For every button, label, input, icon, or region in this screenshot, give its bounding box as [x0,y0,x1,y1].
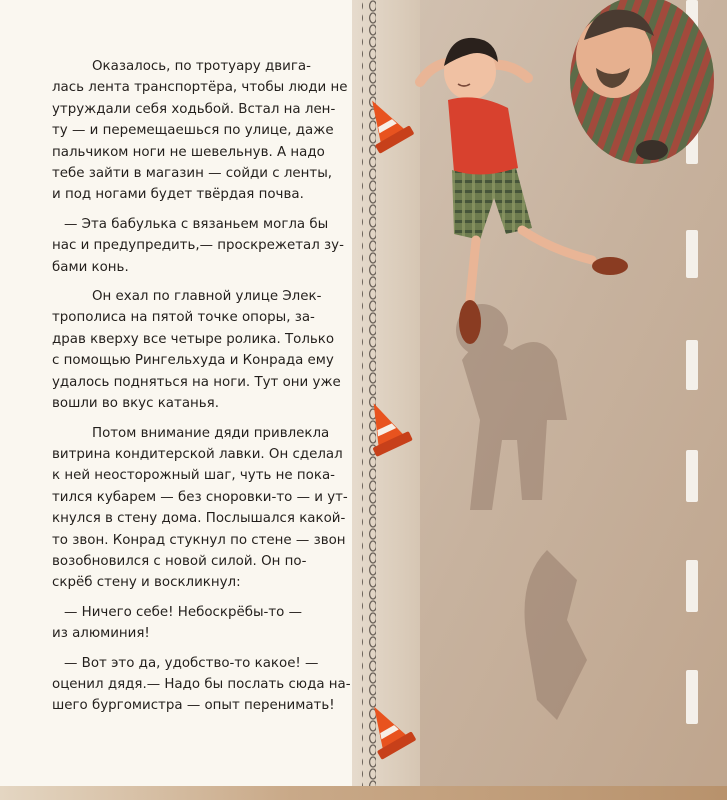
page-edge [0,786,727,800]
text-line: скрёб стену и воскликнул: [52,575,241,591]
text-line: к ней неосторожный шаг, чуть не пока- [52,468,335,484]
text-line: Потом внимание дяди привлекла [92,425,330,441]
text-line: тебе зайти в магазин — сойди с ленты, [52,166,333,182]
text-line: удалось подняться на ноги. Тут они уже [52,374,341,390]
text-line: утруждали себя ходьбой. Встал на лен- [52,101,336,117]
text-line: Оказалось, по тротуару двига- [92,59,311,74]
text-line: возобновился с новой силой. Он по- [52,553,307,569]
text-line: нас и предупредить,— проскрежетал зу- [52,238,344,254]
text-line: — Ничего себе! Небоскрёбы-то — [64,604,303,620]
text-line: лась лента транспортёра, чтобы люди не [52,80,348,96]
text-line: тился кубарем — без сноровки-то — и ут- [52,489,348,505]
text-line: Он ехал по главной улице Элек- [92,289,322,305]
story-text [52,56,352,717]
text-line: и под ногами будет твёрдая почва. [52,187,304,203]
belt-chain-icon [362,0,376,786]
text-line: из алюминия! [52,626,150,642]
text-line: оценил дядя.— Надо бы послать сюда на- [52,676,351,692]
text-line: с помощью Рингельхуда и Конрада ему [52,353,334,369]
text-line: бами конь. [52,259,129,275]
text-line: витрина кондитерской лавки. Он сделал [52,446,343,462]
street-illustration [352,0,727,800]
text-line: шего бургомистра — опыт перенимать! [52,698,335,714]
text-line: кнулся в стену дома. Послышался какой- [52,511,346,527]
text-line: трополиса на пятой точке опоры, за- [52,310,315,326]
man-figure-icon [570,0,714,164]
text-line: ту — и перемещаешься по улице, даже [52,123,334,139]
text-line: вошли во вкус катанья. [52,396,219,412]
text-line: драв кверху все четыре ролика. Только [52,331,335,347]
text-line: пальчиком ноги не шевельнув. А надо [52,144,325,160]
text-line: то звон. Конрад стукнул по стене — звон [52,532,346,548]
text-line: — Эта бабулька с вязаньем могла бы [64,216,329,232]
text-line: — Вот это да, удобство-то какое! — [64,655,319,671]
